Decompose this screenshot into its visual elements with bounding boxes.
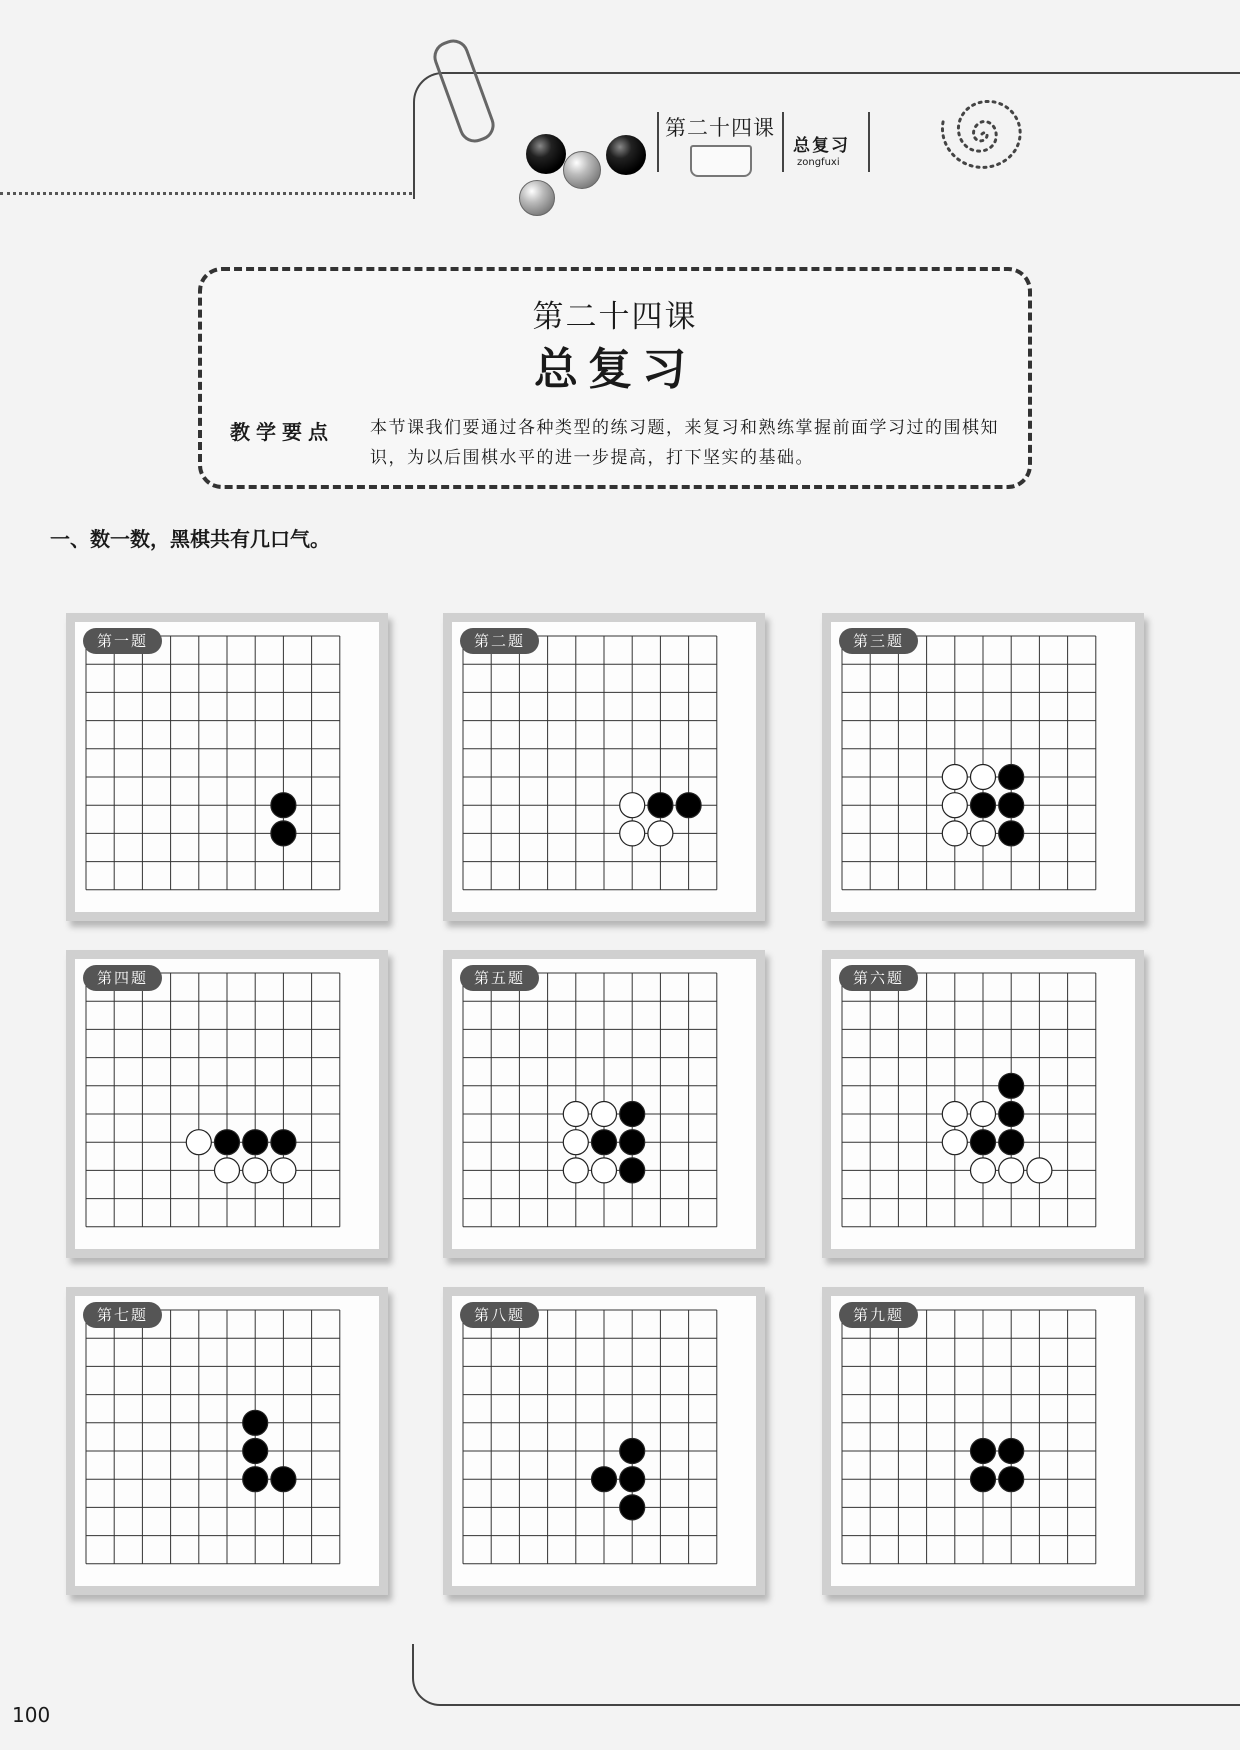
black-stone [999, 1467, 1024, 1492]
stone-icon [606, 135, 646, 175]
black-stone [648, 793, 673, 818]
problem-label: 第九题 [839, 1302, 918, 1328]
black-stone [971, 1130, 996, 1155]
white-stone [592, 1102, 617, 1127]
problem-label: 第七题 [83, 1302, 162, 1328]
black-stone [999, 793, 1024, 818]
go-board-card [822, 1287, 1144, 1595]
white-stone [648, 821, 673, 846]
header-pinyin: zongfuxi [797, 157, 840, 168]
problem-label: 第一题 [83, 628, 162, 654]
white-stone [243, 1158, 268, 1183]
go-board-card [822, 613, 1144, 921]
go-board-card [443, 950, 765, 1258]
white-stone [942, 1130, 967, 1155]
key-points-label: 教学要点 [230, 420, 334, 444]
spiral-icon [934, 88, 1030, 178]
white-stone [971, 765, 996, 790]
header-separator [782, 112, 784, 172]
go-board-card [66, 1287, 388, 1595]
header-separator [868, 112, 870, 172]
black-stone [620, 1102, 645, 1127]
black-stone [999, 1073, 1024, 1098]
black-stone [243, 1439, 268, 1464]
black-stone [271, 1130, 296, 1155]
problem-label: 第二题 [460, 628, 539, 654]
black-stone [676, 793, 701, 818]
white-stone [1027, 1158, 1052, 1183]
open-book-icon [690, 145, 752, 177]
problem-label: 第六题 [839, 965, 918, 991]
stone-icon [526, 134, 566, 174]
black-stone [215, 1130, 240, 1155]
black-stone [271, 793, 296, 818]
problem-label: 第八题 [460, 1302, 539, 1328]
white-stone [942, 765, 967, 790]
go-board [831, 959, 1135, 1249]
black-stone [971, 793, 996, 818]
white-stone [971, 1102, 996, 1127]
white-stone [271, 1158, 296, 1183]
white-stone [563, 1130, 588, 1155]
footer-frame [412, 1644, 1240, 1706]
white-stone [942, 821, 967, 846]
go-board [831, 622, 1135, 912]
black-stone [243, 1130, 268, 1155]
black-stone [971, 1439, 996, 1464]
page-number: 100 [12, 1703, 51, 1727]
go-board [75, 959, 379, 1249]
white-stone [971, 821, 996, 846]
black-stone [999, 1439, 1024, 1464]
go-board [75, 1296, 379, 1586]
go-board [831, 1296, 1135, 1586]
go-board-card [66, 613, 388, 921]
black-stone [243, 1410, 268, 1435]
white-stone [942, 1102, 967, 1127]
white-stone [186, 1130, 211, 1155]
problem-label: 第三题 [839, 628, 918, 654]
black-stone [592, 1467, 617, 1492]
white-stone [215, 1158, 240, 1183]
black-stone [999, 821, 1024, 846]
black-stone [620, 1130, 645, 1155]
black-stone [999, 765, 1024, 790]
white-stone [563, 1102, 588, 1127]
go-board [75, 622, 379, 912]
black-stone [271, 821, 296, 846]
header-topic: 总复习 [793, 136, 850, 156]
lesson-title-box [198, 267, 1032, 489]
white-stone [942, 793, 967, 818]
white-stone [620, 793, 645, 818]
go-board [452, 622, 756, 912]
black-stone [999, 1102, 1024, 1127]
lesson-number: 第二十四课 [532, 299, 698, 335]
black-stone [971, 1467, 996, 1492]
white-stone [592, 1158, 617, 1183]
black-stone [620, 1439, 645, 1464]
black-stone [592, 1130, 617, 1155]
black-stone [620, 1158, 645, 1183]
white-stone [971, 1158, 996, 1183]
go-board [452, 1296, 756, 1586]
page-title: 总复习 [534, 344, 696, 395]
section-heading: 一、数一数，黑棋共有几口气。 [50, 527, 330, 551]
black-stone [999, 1130, 1024, 1155]
problem-label: 第五题 [460, 965, 539, 991]
black-stone [620, 1467, 645, 1492]
white-stone [999, 1158, 1024, 1183]
problem-label: 第四题 [83, 965, 162, 991]
black-stone [620, 1495, 645, 1520]
go-board-card [443, 1287, 765, 1595]
white-stone [563, 1158, 588, 1183]
key-points-text: 本节课我们要通过各种类型的练习题，来复习和熟练掌握前面学习过的围棋知识，为以后围棋水平的进一步提高，打下坚实的基础。 [370, 418, 999, 468]
black-stone [243, 1467, 268, 1492]
header-lesson: 第二十四课 [665, 116, 775, 140]
go-board-card [66, 950, 388, 1258]
header-separator [657, 112, 659, 172]
stone-icon [563, 151, 601, 189]
white-stone [620, 821, 645, 846]
go-board-card [443, 613, 765, 921]
go-board [452, 959, 756, 1249]
go-board-card [822, 950, 1144, 1258]
stone-icon [519, 180, 555, 216]
black-stone [271, 1467, 296, 1492]
